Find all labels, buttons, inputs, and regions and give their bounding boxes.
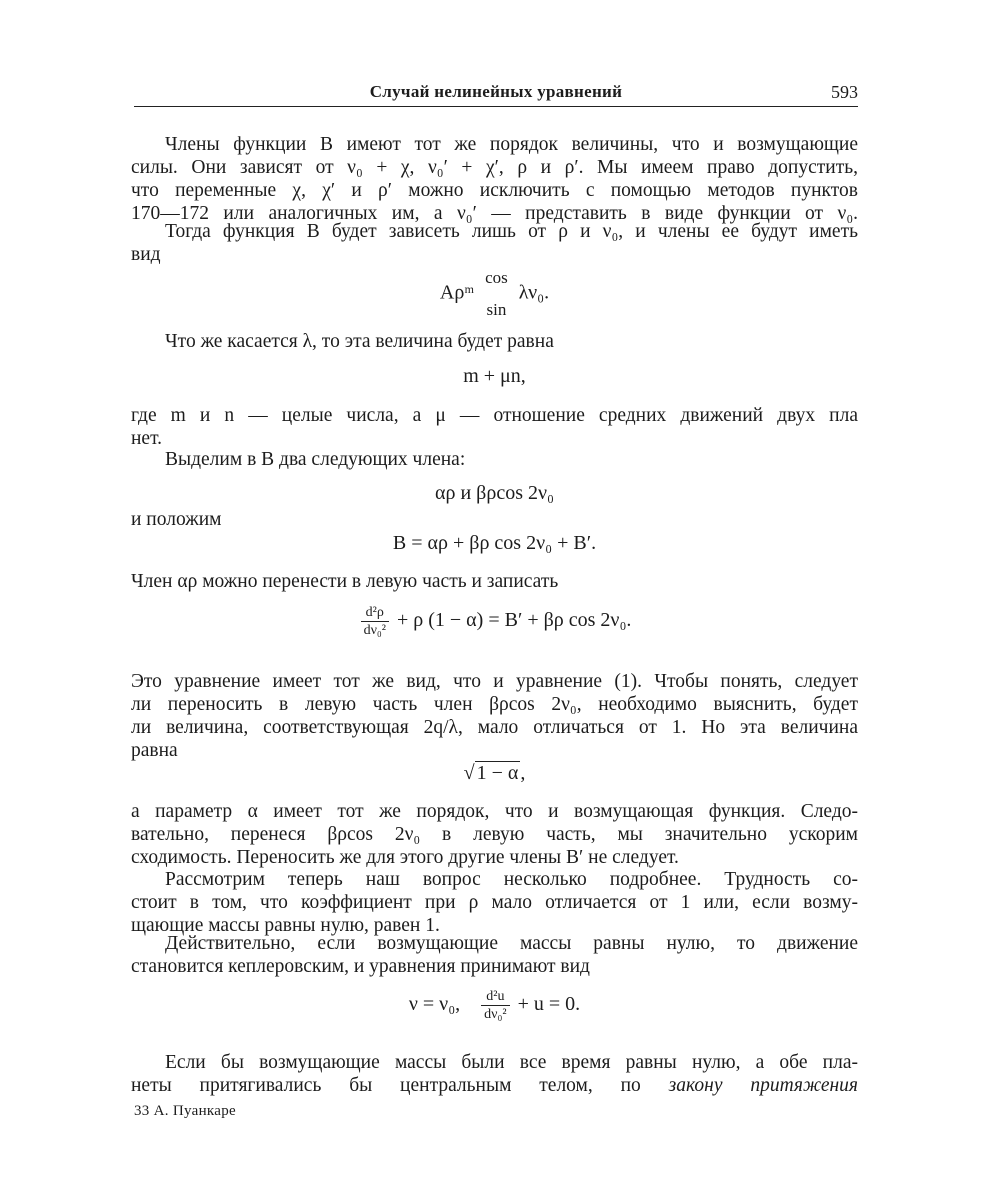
equation-6 (131, 762, 858, 785)
text-line: становится кеплеровским, и уравнения принимают вид (131, 956, 590, 977)
text-line: Рассмотрим теперь наш вопрос несколько подробнее. Трудность со- (165, 869, 858, 890)
paragraph-3 (131, 330, 858, 353)
fraction (481, 988, 509, 1023)
paragraph-6 (131, 508, 858, 531)
radicand: 1 − α (476, 762, 519, 784)
text-line: нет. (131, 428, 163, 449)
running-header (134, 82, 858, 107)
paragraph-5 (131, 448, 858, 471)
text-line: ли величина, соответствующая 2q/λ, мало отличаться от 1. Но эта величина (131, 717, 858, 738)
fraction-denominator: dν₀² (363, 623, 386, 638)
equation-3: αρ и βρcos 2ν₀ (435, 482, 554, 504)
paragraph-12-cont (131, 1074, 858, 1097)
eq1-left: Aρᵐ (439, 281, 475, 304)
running-title: Случай нелинейных уравнений (369, 82, 623, 101)
fraction-denominator: dν₀² (484, 1007, 507, 1022)
text-line: силы. Они зависят от ν₀ + χ, ν₀′ + χ′, ρ и ρ′. Мы имеем право допустить, (131, 157, 858, 178)
paragraph-4 (131, 404, 858, 450)
paragraph-1 (131, 133, 858, 156)
fraction-numerator: d²u (481, 988, 509, 1006)
text-line: щающие массы равны нулю, равен 1. (131, 915, 440, 936)
page-number: 593 (831, 82, 858, 102)
equation-5 (131, 604, 858, 639)
text-line: Выделим в B два следующих члена: (165, 449, 466, 470)
text-line: вательно, перенеся βρcos 2ν₀ в левую часть, мы значительно ускорим (131, 824, 858, 845)
text-line: Это уравнение имеет тот же вид, что и уравнение (1). Чтобы понять, следует (131, 671, 858, 692)
trig-cos: cos (485, 268, 508, 287)
text-line: где m и n — целые числа, а μ — отношение средних движений двух пла (131, 405, 858, 426)
signature-footer: 33 А. Пуанкаре (134, 1103, 236, 1119)
text-line: Если бы возмущающие массы были все время равны нулю, а обе пла- (165, 1052, 858, 1073)
text-line: Что же касается λ, то эта величина будет равна (165, 331, 554, 352)
paragraph-10 (131, 868, 858, 891)
text-line: ли переносить в левую часть член βρcos 2ν₀, необходимо выяснить, будет (131, 694, 858, 715)
paragraph-8 (131, 670, 858, 762)
text-line: и положим (131, 509, 222, 530)
trig-stack (485, 262, 508, 326)
paragraph-9 (131, 800, 858, 869)
text-line: Действительно, если возмущающие массы равны нулю, то движение (165, 933, 858, 954)
text-line: сходимость. Переносить же для этого другие члены B′ не следует. (131, 847, 679, 868)
text-line (131, 1074, 858, 1097)
square-root: √ 1 − α (463, 762, 519, 784)
text-line: что переменные χ, χ′ и ρ′ можно исключить с помощью методов пунктов (131, 180, 858, 201)
text-line: Члены функции B имеют тот же порядок величины, что и возмущающие (165, 134, 858, 155)
paragraph-2 (131, 220, 858, 243)
paragraph-12 (131, 1051, 858, 1074)
eq1-right: λν₀. (518, 281, 550, 304)
eq7-left: ν = ν₀, (408, 993, 461, 1016)
trig-sin: sin (486, 300, 507, 319)
paragraph-1-cont (131, 156, 858, 225)
text-line: а параметр α имеет тот же порядок, что и возмущающая функция. Следо- (131, 801, 858, 822)
text-line: вид (131, 244, 161, 265)
fraction (361, 604, 389, 639)
eq7-rest: + u = 0. (517, 993, 581, 1016)
equation-2: m + μn, (463, 365, 526, 387)
text-line: равна (131, 740, 178, 761)
paragraph-10-cont (131, 891, 858, 937)
text-line: Член αρ можно перенести в левую часть и записать (131, 571, 559, 592)
paragraph-7 (131, 570, 858, 593)
paragraph-11-cont (131, 955, 858, 978)
eq6-tail: , (520, 762, 526, 784)
text-line: Тогда функция B будет зависеть лишь от ρ и ν₀, и члены ее будут иметь (165, 221, 858, 242)
text-line: 170—172 или аналогичных им, а ν₀′ — представить в виде функции от ν₀. (131, 203, 858, 224)
paragraph-11 (131, 932, 858, 955)
equation-7 (131, 988, 858, 1023)
equation-1 (131, 262, 858, 326)
fraction-numerator: d²ρ (361, 604, 389, 622)
equation-4: B = αρ + βρ cos 2ν₀ + B′. (392, 532, 597, 554)
text-span: неты притягивались бы центральным телом, по (131, 1075, 669, 1096)
italic-phrase: закону притяжения (668, 1075, 858, 1096)
eq5-rest: + ρ (1 − α) = B′ + βρ cos 2ν₀. (396, 609, 632, 632)
text-line: стоит в том, что коэффициент при ρ мало отличается от 1 или, если возму- (131, 892, 858, 913)
